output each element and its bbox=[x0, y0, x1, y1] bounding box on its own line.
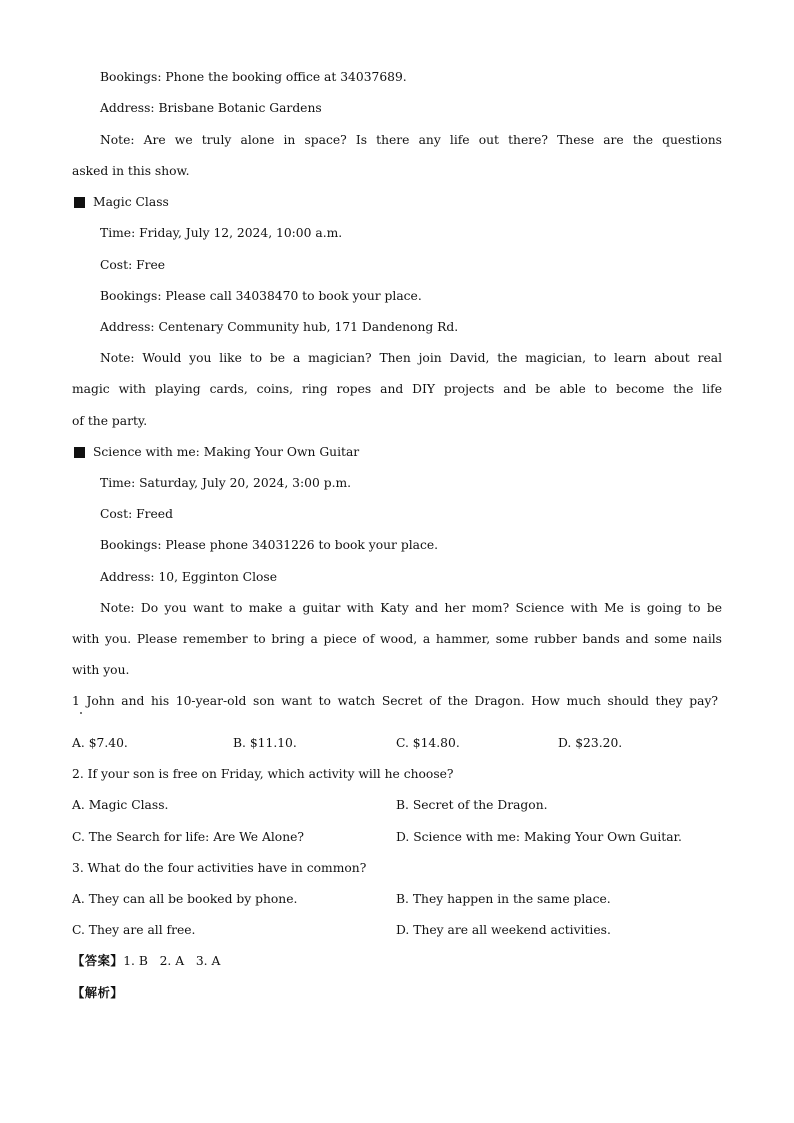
q2-option-a: A. Magic Class. bbox=[72, 798, 169, 812]
answer-text: 1. B 2. A 3. A bbox=[123, 954, 221, 968]
guitar-time: Time: Saturday, July 20, 2024, 3:00 p.m. bbox=[100, 476, 352, 490]
answer-label: 【答案】 bbox=[72, 954, 124, 968]
q1-option-c: C. $14.80. bbox=[396, 736, 460, 750]
event3-bookings: Bookings: Phone the booking office at 34037689. bbox=[100, 70, 407, 84]
analysis-line bbox=[72, 985, 123, 1001]
question-1-text: 1 John and his 10-year-old son want to watch Secret of the Dragon. How much should they pay? bbox=[72, 694, 718, 708]
guitar-cost: Cost: Freed bbox=[100, 507, 173, 521]
bullet-square-icon bbox=[74, 197, 85, 208]
q1-option-b: B. $11.10. bbox=[233, 736, 297, 750]
bullet-square-icon bbox=[74, 447, 85, 458]
stray-mark bbox=[80, 712, 82, 714]
q2-option-d: D. Science with me: Making Your Own Guitar. bbox=[396, 830, 682, 844]
magic-class-time: Time: Friday, July 12, 2024, 10:00 a.m. bbox=[100, 226, 343, 240]
guitar-bookings: Bookings: Please phone 34031226 to book your place. bbox=[100, 538, 439, 552]
guitar-title: Science with me: Making Your Own Guitar bbox=[93, 445, 360, 459]
magic-class-address: Address: Centenary Community hub, 171 Dandenong Rd. bbox=[100, 320, 459, 334]
q3-option-b: B. They happen in the same place. bbox=[396, 892, 611, 906]
q2-option-b: B. Secret of the Dragon. bbox=[396, 798, 548, 812]
answer-line bbox=[72, 953, 220, 969]
magic-class-cost: Cost: Free bbox=[100, 258, 166, 272]
question-3-text: 3. What do the four activities have in common? bbox=[72, 861, 367, 875]
analysis-label: 【解析】 bbox=[72, 986, 124, 1000]
q1-option-a: A. $7.40. bbox=[72, 736, 128, 750]
magic-class-bookings: Bookings: Please call 34038470 to book your place. bbox=[100, 289, 422, 303]
magic-class-title: Magic Class bbox=[93, 195, 169, 209]
guitar-heading bbox=[74, 444, 359, 460]
guitar-note-line2: with you. Please remember to bring a piece of wood, a hammer, some rubber bands and some nails bbox=[72, 632, 722, 646]
event3-note-line1: Note: Are we truly alone in space? Is there any life out there? These are the questions bbox=[100, 133, 722, 147]
guitar-note-line3: with you. bbox=[72, 663, 130, 677]
q2-option-c: C. The Search for life: Are We Alone? bbox=[72, 830, 304, 844]
magic-class-note-line3: of the party. bbox=[72, 414, 148, 428]
magic-class-heading bbox=[74, 194, 169, 210]
q3-option-c: C. They are all free. bbox=[72, 923, 196, 937]
question-2-text: 2. If your son is free on Friday, which activity will he choose? bbox=[72, 767, 454, 781]
event3-address: Address: Brisbane Botanic Gardens bbox=[100, 101, 322, 115]
magic-class-note-line1: Note: Would you like to be a magician? Then join David, the magician, to learn about real bbox=[100, 351, 722, 365]
guitar-address: Address: 10, Egginton Close bbox=[100, 570, 277, 584]
magic-class-note-line2: magic with playing cards, coins, ring ropes and DIY projects and be able to become the life bbox=[72, 382, 722, 396]
q3-option-a: A. They can all be booked by phone. bbox=[72, 892, 298, 906]
q1-option-d: D. $23.20. bbox=[558, 736, 623, 750]
q3-option-d: D. They are all weekend activities. bbox=[396, 923, 611, 937]
event3-note-line2: asked in this show. bbox=[72, 164, 190, 178]
guitar-note-line1: Note: Do you want to make a guitar with Katy and her mom? Science with Me is going to be bbox=[100, 601, 722, 615]
